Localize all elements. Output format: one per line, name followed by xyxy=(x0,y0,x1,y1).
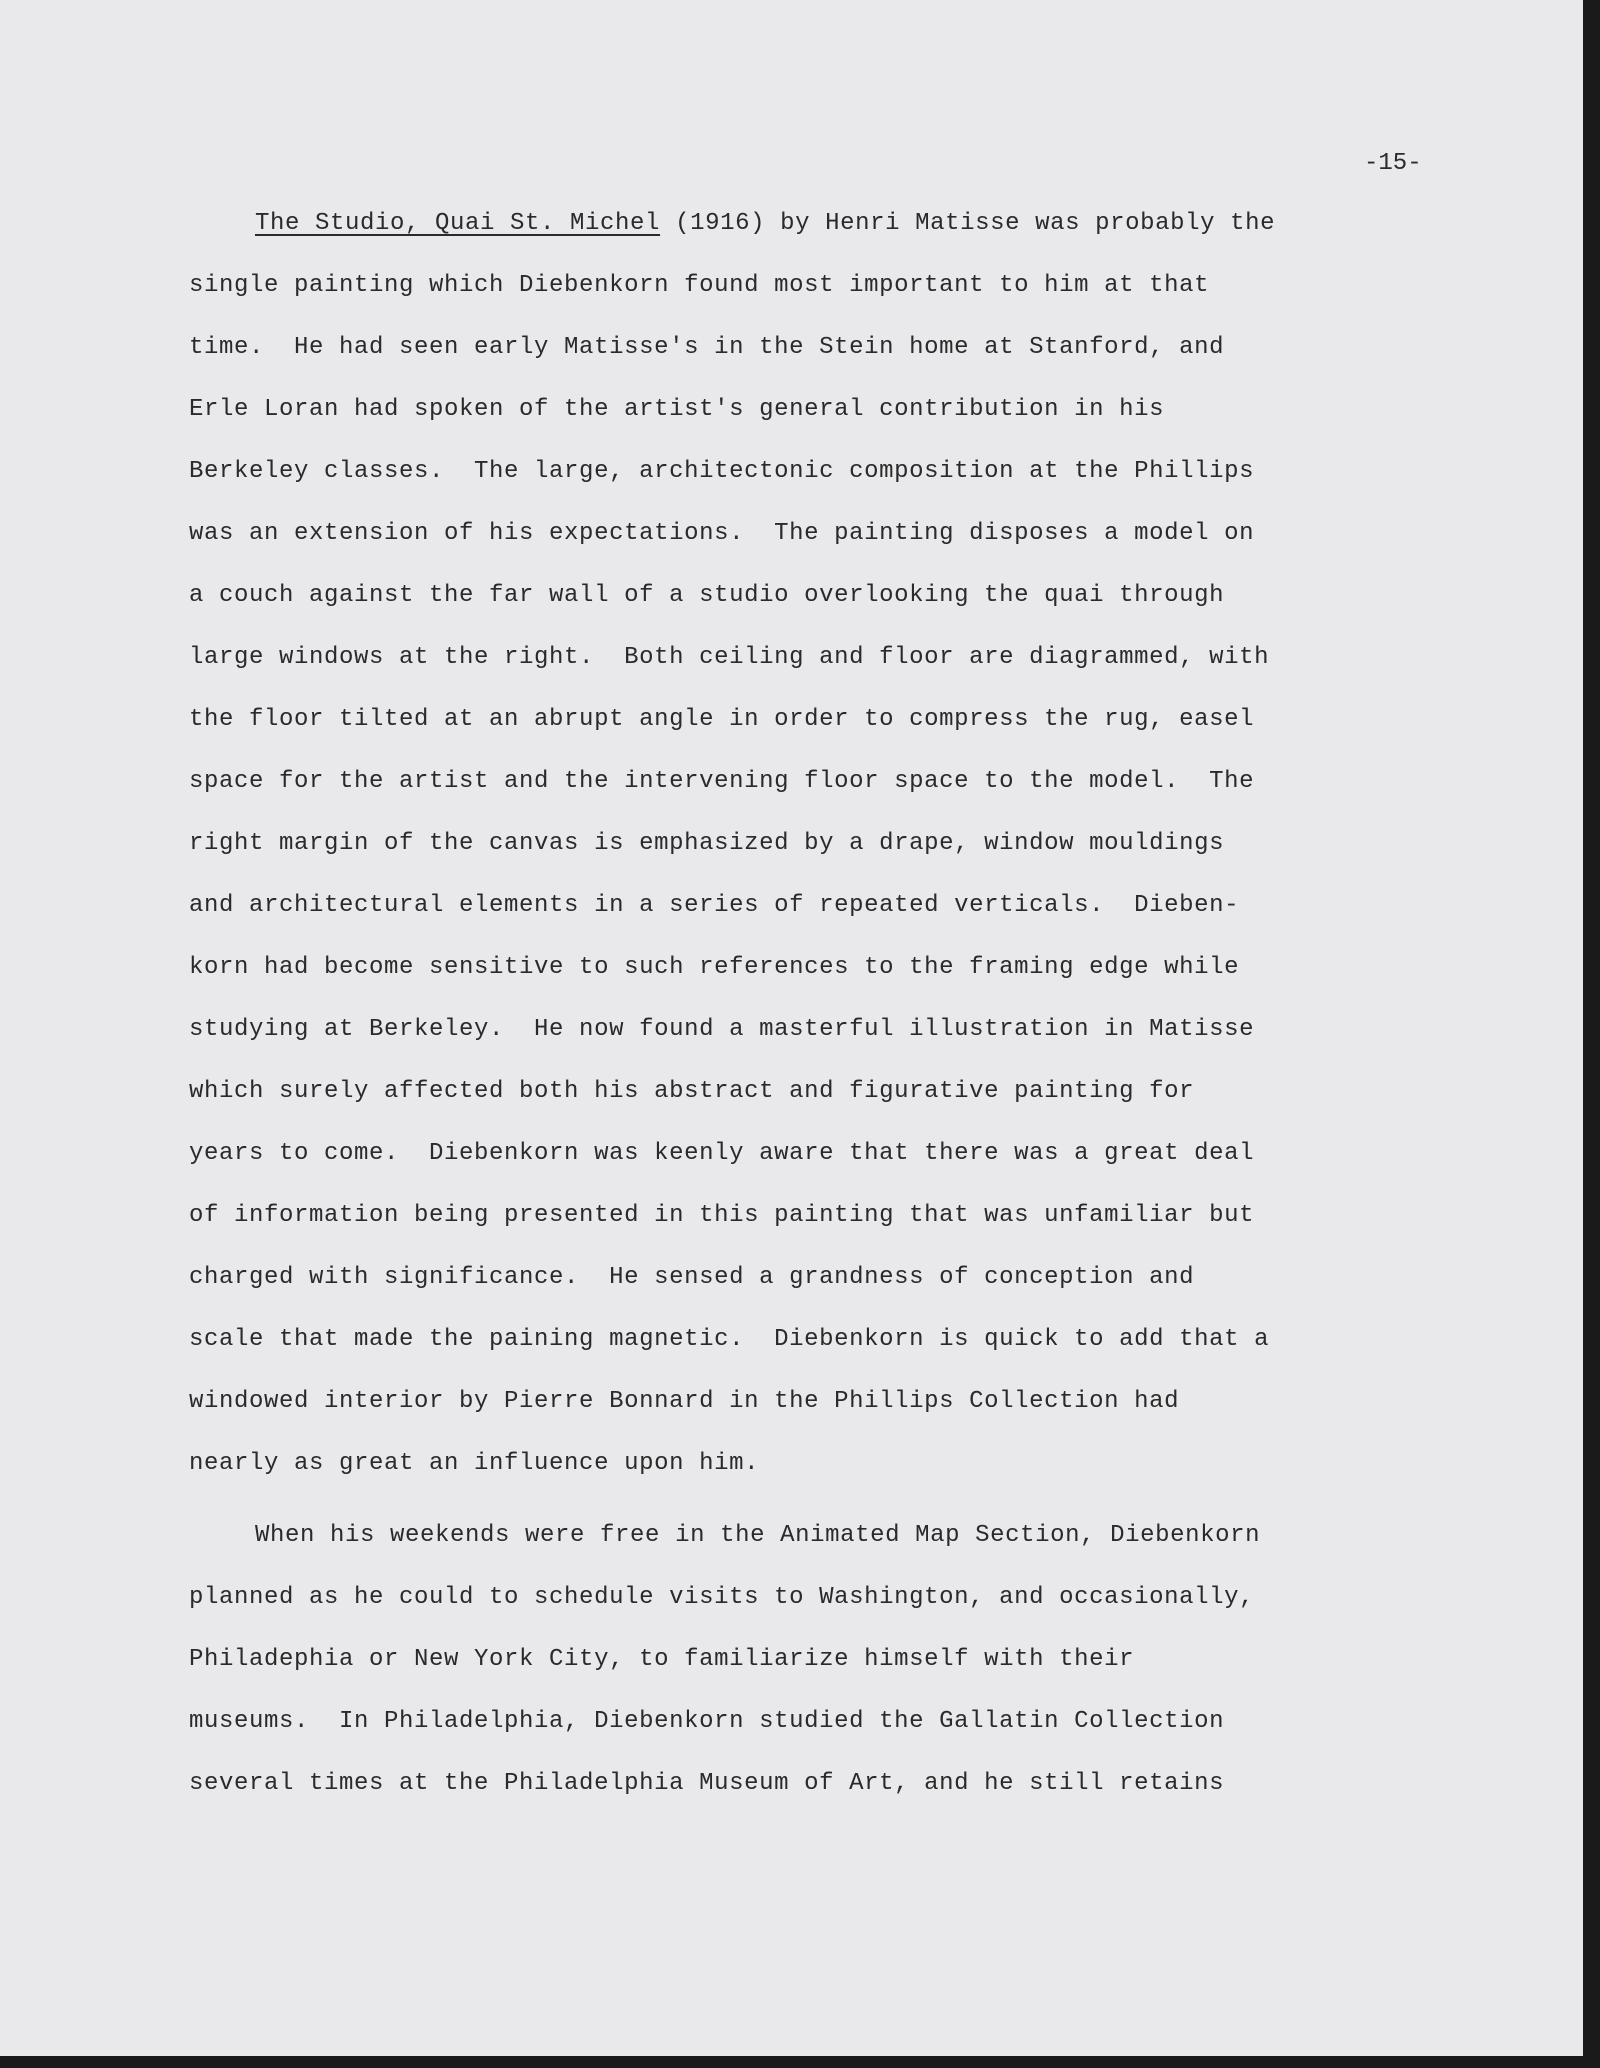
text-line: charged with significance. He sensed a grandness of conception and xyxy=(189,1264,1195,1291)
text-line: korn had become sensitive to such references to the framing edge while xyxy=(189,954,1240,981)
text-line: scale that made the paining magnetic. Diebenkorn is quick to add that a xyxy=(189,1326,1270,1353)
text-line: the floor tilted at an abrupt angle in order to compress the rug, easel xyxy=(189,706,1255,733)
text-line: planned as he could to schedule visits to Washington, and occasionally, xyxy=(189,1584,1255,1611)
text-line: Berkeley classes. The large, architectonic composition at the Phillips xyxy=(189,458,1255,485)
text-line: and architectural elements in a series of repeated verticals. Dieben- xyxy=(189,892,1240,919)
text-line: space for the artist and the intervening floor space to the model. The xyxy=(189,768,1255,795)
text-line: When his weekends were free in the Animated Map Section, Diebenkorn xyxy=(255,1522,1261,1549)
text-line: which surely affected both his abstract and figurative painting for xyxy=(189,1078,1195,1105)
text-line: Erle Loran had spoken of the artist's general contribution in his xyxy=(189,396,1165,423)
text-line: right margin of the canvas is emphasized by a drape, window mouldings xyxy=(189,830,1225,857)
page-number: -15- xyxy=(1364,150,1422,177)
text-line xyxy=(255,210,1275,237)
text-line: Philadephia or New York City, to familiarize himself with their xyxy=(189,1646,1135,1673)
text-line: large windows at the right. Both ceiling and floor are diagrammed, with xyxy=(189,644,1270,671)
text-line: single painting which Diebenkorn found most important to him at that xyxy=(189,272,1210,299)
text-line: studying at Berkeley. He now found a masterful illustration in Matisse xyxy=(189,1016,1255,1043)
painting-title: The Studio, Quai St. Michel xyxy=(255,210,661,237)
text-fragment: (1916) by Henri Matisse was probably the xyxy=(660,210,1276,237)
text-line: of information being presented in this painting that was unfamiliar but xyxy=(189,1202,1255,1229)
text-line: was an extension of his expectations. The painting disposes a model on xyxy=(189,520,1255,547)
text-line: a couch against the far wall of a studio overlooking the quai through xyxy=(189,582,1225,609)
text-line: nearly as great an influence upon him. xyxy=(189,1450,760,1477)
text-line: time. He had seen early Matisse's in the Stein home at Stanford, and xyxy=(189,334,1225,361)
text-line: years to come. Diebenkorn was keenly aware that there was a great deal xyxy=(189,1140,1255,1167)
text-line: museums. In Philadelphia, Diebenkorn studied the Gallatin Collection xyxy=(189,1708,1225,1735)
text-line: several times at the Philadelphia Museum of Art, and he still retains xyxy=(189,1770,1225,1797)
text-line: windowed interior by Pierre Bonnard in the Phillips Collection had xyxy=(189,1388,1180,1415)
